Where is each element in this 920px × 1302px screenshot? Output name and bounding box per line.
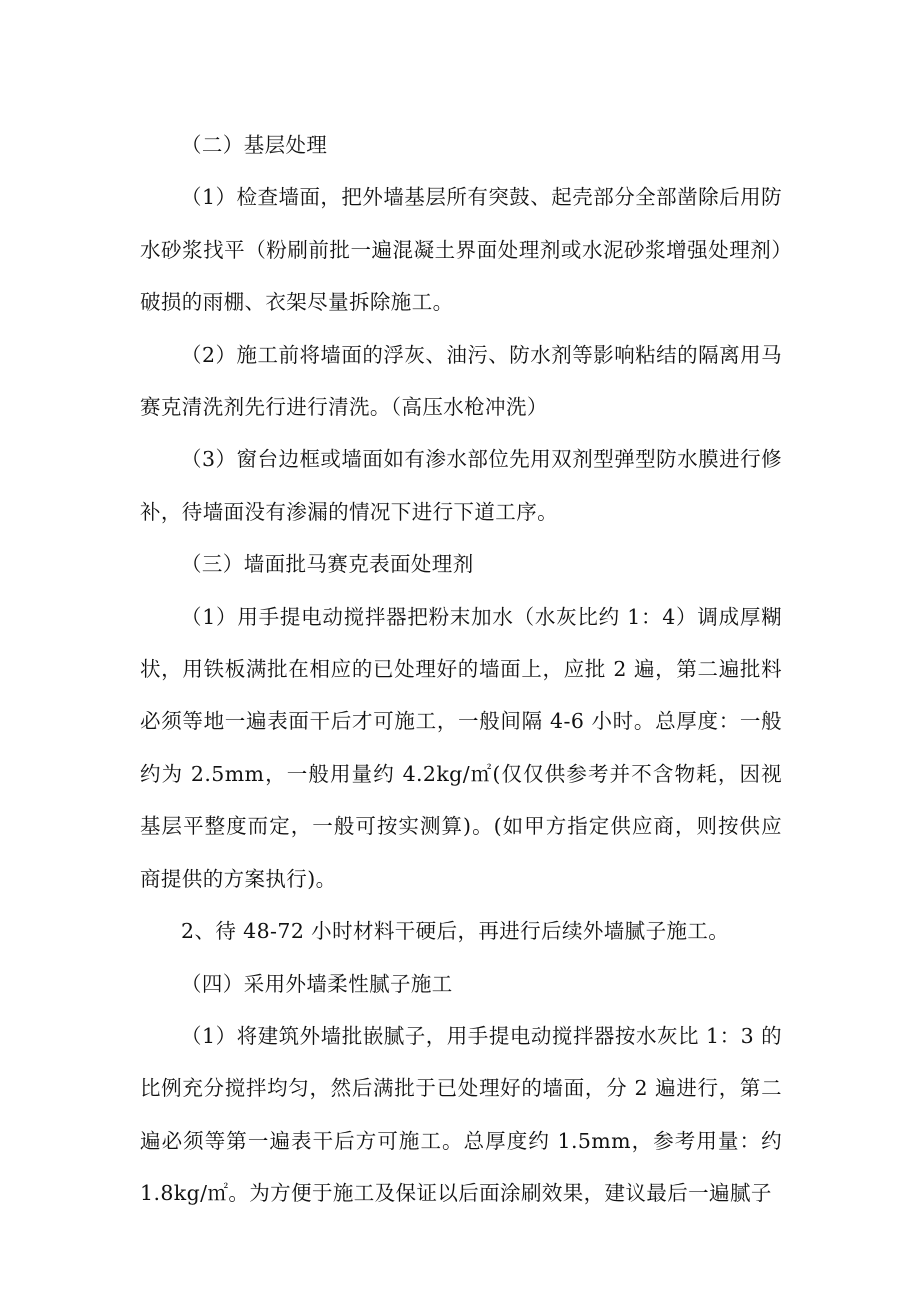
paragraph-check-wall: （1）检查墙面，把外墙基层所有突鼓、起壳部分全部凿除后用防水砂浆找平（粉刷前批一遍混凝土界面处理剂或水泥砂浆增强处理剂）破损的雨棚、衣架尽量拆除施工。 <box>140 185 782 315</box>
paragraph-repair-leaks: （3）窗台边框或墙面如有渗水部位先用双剂型弹型防水膜进行修补，待墙面没有渗漏的情况下进行下道工序。 <box>140 447 782 524</box>
section-heading-base-treatment: （二）基层处理 <box>181 133 328 157</box>
paragraph-clean-wall: （2）施工前将墙面的浮灰、油污、防水剂等影响粘结的隔离用马赛克清洗剂先行进行清洗。（高压水枪冲洗） <box>140 342 782 420</box>
paragraph-cure-time: 2、待 48-72 小时材料干硬后，再进行后续外墙腻子施工。 <box>181 919 730 944</box>
section-heading-mosaic-treatment: （三）墙面批马赛克表面处理剂 <box>181 552 474 577</box>
paragraph-putty-application: （1）将建筑外墙批嵌腻子，用手提电动搅拌器按水灰比 1：3 的比例充分搅拌均匀，然后满批于已处理好的墙面，分 2 遍进行，第二遍必须等第一遍表干后方可施工。总厚度约 1.5mm，参考用量：约 1.8kg/㎡。为方便于施工及保证以后面涂刷效果，建议最后一遍腻子 <box>140 1023 782 1206</box>
paragraph-mix-powder: （1）用手提电动搅拌器把粉末加水（水灰比约 1：4）调成厚糊状，用铁板满批在相应的已处理好的墙面上，应批 2 遍，第二遍批料必须等地一遍表面干后才可施工，一般间隔 4-6 小时。总厚度：一般约为 2.5mm，一般用量约 4.2kg/㎡(仅仅供参考并不含物耗，因视基层平整度而定，一般可按实测算)。(如甲方指定供应商，则按供应商提供的方案执行)。 <box>140 604 782 891</box>
document-body <box>140 119 782 1220</box>
section-heading-putty: （四）采用外墙柔性腻子施工 <box>181 971 453 996</box>
